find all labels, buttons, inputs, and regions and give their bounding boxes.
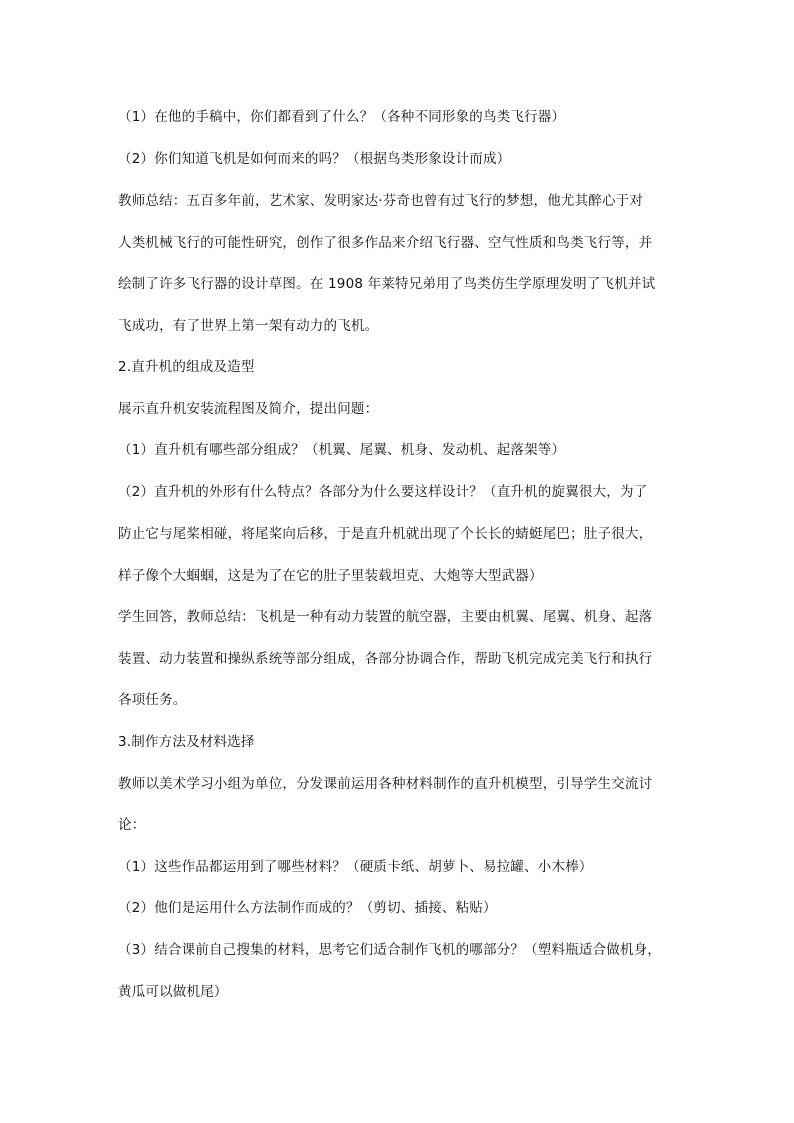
paragraph-line: （1）在他的手稿中，你们都看到了什么？（各种不同形象的鸟类飞行器） — [118, 109, 566, 125]
paragraph-line: 装置、动力装置和操纵系统等部分组成，各部分协调合作，帮助飞机完成完美飞行和执行 — [118, 651, 653, 667]
paragraph-line: 黄瓜可以做机尾） — [118, 984, 228, 1000]
paragraph-line: 人类机械飞行的可能性研究，创作了很多作品来介绍飞行器、空气性质和鸟类飞行等，并 — [118, 235, 653, 251]
paragraph-line: （2）直升机的外形有什么特点？各部分为什么要这样设计？（直升机的旋翼很大，为了 — [118, 484, 648, 500]
paragraph-line: 教师以美术学习小组为单位，分发课前运用各种材料制作的直升机模型，引导学生交流讨 — [118, 776, 653, 792]
paragraph-line: 样子像个大蝈蝈，这是为了在它的肚子里装载坦克、大炮等大型武器） — [118, 568, 543, 584]
paragraph-line: 教师总结：五百多年前，艺术家、发明家达·芬奇也曾有过飞行的梦想，他尤其醉心于对 — [118, 193, 644, 209]
paragraph-line: 防止它与尾桨相碰，将尾桨向后移，于是直升机就出现了个长长的蜻蜓尾巴；肚子很大， — [118, 526, 653, 542]
paragraph-line: （2）他们是运用什么方法制作而成的？（剪切、插接、粘贴） — [118, 900, 497, 916]
paragraph-line: 各项任务。 — [118, 692, 187, 708]
paragraph-line: 飞成功，有了世界上第一架有动力的飞机。 — [118, 318, 379, 334]
paragraph-line: （1）直升机有哪些部分组成？（机翼、尾翼、机身、发动机、起落架等） — [118, 442, 566, 458]
paragraph-line: （1）这些作品都运用到了哪些材料？（硬质卡纸、胡萝卜、易拉罐、小木棒） — [118, 859, 593, 875]
section-heading: 3.制作方法及材料选择 — [118, 734, 255, 750]
paragraph-line: （2）你们知道飞机是如何而来的吗？（根据鸟类形象设计而成） — [118, 151, 511, 167]
paragraph-line: 学生回答，教师总结：飞机是一种有动力装置的航空器，主要由机翼、尾翼、机身、起落 — [118, 609, 653, 625]
section-heading: 2.直升机的组成及造型 — [118, 359, 255, 375]
paragraph-line: （3）结合课前自己搜集的材料，思考它们适合制作飞机的哪部分？（塑料瓶适合做机身， — [118, 942, 662, 958]
paragraph-line: 展示直升机安装流程图及简介，提出问题： — [118, 401, 379, 417]
paragraph-line: 绘制了许多飞行器的设计草图。在 1908 年莱特兄弟用了鸟类仿生学原理发明了飞机并试 — [118, 276, 656, 292]
paragraph-line: 论： — [118, 817, 146, 833]
